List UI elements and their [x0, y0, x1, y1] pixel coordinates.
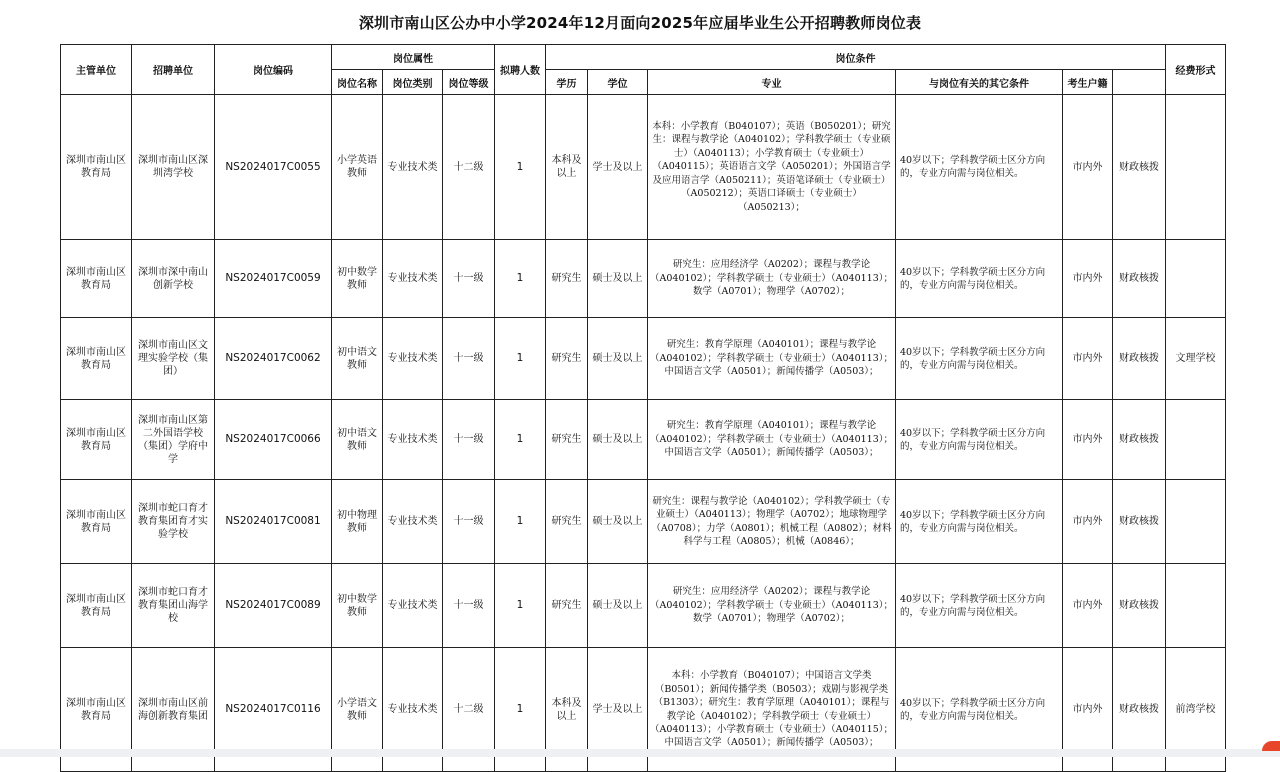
cell-major: 研究生：课程与教学论（A040102）；学科教学硕士（专业硕士）（A040113）；物理学（A0702）；地球物理学（A0708）；力学（A0801）；机械工程（A0802）；材料科学与工程（A0805）；机械（A0846）； [648, 480, 896, 564]
cell-remark [1166, 564, 1226, 648]
cell-code: NS2024017C0059 [215, 240, 332, 318]
cell-other: 40岁以下；学科教学硕士区分方向的，专业方向需与岗位相关。 [896, 648, 1063, 772]
header-major: 专业 [648, 70, 896, 95]
cell-code: NS2024017C0062 [215, 318, 332, 400]
cell-count: 1 [495, 240, 546, 318]
cell-grade: 十二级 [443, 648, 495, 772]
header-edu: 学历 [546, 70, 588, 95]
cell-grade: 十一级 [443, 318, 495, 400]
viewer-bottom-edge [0, 749, 1280, 757]
cell-remark: 前湾学校 [1166, 648, 1226, 772]
header-dept: 主管单位 [61, 45, 132, 95]
cell-dept: 深圳市南山区教育局 [61, 480, 132, 564]
cell-edu: 本科及以上 [546, 648, 588, 772]
cell-hukou: 市内外 [1063, 240, 1113, 318]
cell-edu: 本科及以上 [546, 95, 588, 240]
cell-remark [1166, 480, 1226, 564]
cell-unit: 深圳市蛇口育才教育集团山海学校 [132, 564, 215, 648]
cell-edu: 研究生 [546, 400, 588, 480]
cell-dept: 深圳市南山区教育局 [61, 648, 132, 772]
cell-funding: 财政核拨 [1113, 95, 1166, 240]
table-header [61, 45, 1226, 95]
cell-grade: 十一级 [443, 480, 495, 564]
cell-funding: 财政核拨 [1113, 480, 1166, 564]
cell-code: NS2024017C0116 [215, 648, 332, 772]
cell-degree: 学士及以上 [588, 95, 648, 240]
header-code: 岗位编码 [215, 45, 332, 95]
cell-degree: 硕士及以上 [588, 480, 648, 564]
cell-name: 初中数学教师 [332, 564, 383, 648]
cell-other: 40岁以下；学科教学硕士区分方向的，专业方向需与岗位相关。 [896, 400, 1063, 480]
table-body [61, 95, 1226, 772]
cell-degree: 硕士及以上 [588, 400, 648, 480]
cell-hukou: 市内外 [1063, 480, 1113, 564]
cell-other: 40岁以下；学科教学硕士区分方向的，专业方向需与岗位相关。 [896, 564, 1063, 648]
header-attr-name: 岗位名称 [332, 70, 383, 95]
cell-dept: 深圳市南山区教育局 [61, 564, 132, 648]
header-attr-grade: 岗位等级 [443, 70, 495, 95]
cell-degree: 硕士及以上 [588, 240, 648, 318]
cell-grade: 十二级 [443, 95, 495, 240]
cell-major: 研究生：教育学原理（A040101）；课程与教学论（A040102）；学科教学硕士（专业硕士）（A040113）；中国语言文学（A0501）；新闻传播学（A0503）； [648, 400, 896, 480]
cell-count: 1 [495, 318, 546, 400]
cell-grade: 十一级 [443, 400, 495, 480]
header-count: 拟聘人数 [495, 45, 546, 95]
cell-code: NS2024017C0089 [215, 564, 332, 648]
page-title: 深圳市南山区公办中小学2024年12月面向2025年应届毕业生公开招聘教师岗位表 [358, 14, 922, 32]
header-attr: 岗位属性 [332, 45, 495, 70]
cell-other: 40岁以下；学科教学硕士区分方向的，专业方向需与岗位相关。 [896, 95, 1063, 240]
header-other: 与岗位有关的其它条件 [896, 70, 1063, 95]
cell-other: 40岁以下；学科教学硕士区分方向的，专业方向需与岗位相关。 [896, 318, 1063, 400]
job-table [60, 44, 1226, 772]
cell-edu: 研究生 [546, 240, 588, 318]
cell-dept: 深圳市南山区教育局 [61, 95, 132, 240]
cell-hukou: 市内外 [1063, 648, 1113, 772]
cell-type: 专业技术类 [383, 240, 443, 318]
table-row [61, 480, 1226, 564]
cell-dept: 深圳市南山区教育局 [61, 400, 132, 480]
cell-unit: 深圳市南山区文理实验学校（集团） [132, 318, 215, 400]
cell-major: 本科：小学教育（B040107）；英语（B050201）；研究生：课程与教学论（A040102）；学科教学硕士（专业硕士）（A040113）；小学教育硕士（专业硕士）（A040115）；英语语言文学（A050201）；外国语言学及应用语言学（A050211）；英语笔译硕士（专业硕士）（A050212）；英语口译硕士（专业硕士）（A050213）； [648, 95, 896, 240]
cell-name: 小学英语教师 [332, 95, 383, 240]
cell-major: 研究生：教育学原理（A040101）；课程与教学论（A040102）；学科教学硕士（专业硕士）（A040113）；中国语言文学（A0501）；新闻传播学（A0503）； [648, 318, 896, 400]
table-row [61, 95, 1226, 240]
cell-grade: 十一级 [443, 564, 495, 648]
cell-dept: 深圳市南山区教育局 [61, 318, 132, 400]
cell-edu: 研究生 [546, 564, 588, 648]
cell-degree: 学士及以上 [588, 648, 648, 772]
cell-unit: 深圳市蛇口育才教育集团育才实验学校 [132, 480, 215, 564]
cell-hukou: 市内外 [1063, 95, 1113, 240]
cell-other: 40岁以下；学科教学硕士区分方向的，专业方向需与岗位相关。 [896, 480, 1063, 564]
cell-major: 研究生：应用经济学（A0202）；课程与教学论（A040102）；学科教学硕士（专业硕士）（A040113）；数学（A0701）；物理学（A0702）； [648, 564, 896, 648]
header-hukou: 考生户籍 [1063, 70, 1113, 95]
header-funding: 经费形式 [1166, 45, 1226, 95]
cell-remark [1166, 240, 1226, 318]
cell-count: 1 [495, 648, 546, 772]
header-unit: 招聘单位 [132, 45, 215, 95]
cell-edu: 研究生 [546, 480, 588, 564]
cell-major: 研究生：应用经济学（A0202）；课程与教学论（A040102）；学科教学硕士（专业硕士）（A040113）；数学（A0701）；物理学（A0702）； [648, 240, 896, 318]
cell-hukou: 市内外 [1063, 564, 1113, 648]
cell-type: 专业技术类 [383, 648, 443, 772]
cell-name: 初中物理教师 [332, 480, 383, 564]
cell-other: 40岁以下；学科教学硕士区分方向的，专业方向需与岗位相关。 [896, 240, 1063, 318]
cell-count: 1 [495, 564, 546, 648]
cell-type: 专业技术类 [383, 480, 443, 564]
cell-remark [1166, 95, 1226, 240]
cell-type: 专业技术类 [383, 318, 443, 400]
table-row [61, 564, 1226, 648]
cell-degree: 硕士及以上 [588, 318, 648, 400]
cell-dept: 深圳市南山区教育局 [61, 240, 132, 318]
cell-count: 1 [495, 480, 546, 564]
header-degree: 学位 [588, 70, 648, 95]
table-row [61, 400, 1226, 480]
cell-unit: 深圳市南山区前海创新教育集团 [132, 648, 215, 772]
cell-name: 初中数学教师 [332, 240, 383, 318]
cell-remark [1166, 400, 1226, 480]
cell-name: 小学语文教师 [332, 648, 383, 772]
header-cond: 岗位条件 [546, 45, 1166, 70]
cell-funding: 财政核拨 [1113, 400, 1166, 480]
header-attr-type: 岗位类别 [383, 70, 443, 95]
cell-unit: 深圳市南山区深圳湾学校 [132, 95, 215, 240]
cell-funding: 财政核拨 [1113, 564, 1166, 648]
cell-unit: 深圳市南山区第二外国语学校（集团）学府中学 [132, 400, 215, 480]
viewer-corner-badge [1262, 741, 1280, 751]
cell-hukou: 市内外 [1063, 400, 1113, 480]
cell-code: NS2024017C0081 [215, 480, 332, 564]
cell-hukou: 市内外 [1063, 318, 1113, 400]
table-row [61, 318, 1226, 400]
cell-name: 初中语文教师 [332, 318, 383, 400]
table-row [61, 240, 1226, 318]
cell-grade: 十一级 [443, 240, 495, 318]
cell-edu: 研究生 [546, 318, 588, 400]
cell-type: 专业技术类 [383, 564, 443, 648]
cell-type: 专业技术类 [383, 95, 443, 240]
cell-count: 1 [495, 400, 546, 480]
cell-count: 1 [495, 95, 546, 240]
cell-funding: 财政核拨 [1113, 648, 1166, 772]
cell-code: NS2024017C0055 [215, 95, 332, 240]
cell-code: NS2024017C0066 [215, 400, 332, 480]
cell-unit: 深圳市深中南山创新学校 [132, 240, 215, 318]
cell-remark: 文理学校 [1166, 318, 1226, 400]
cell-major: 本科：小学教育（B040107）；中国语言文学类（B0501）；新闻传播学类（B0503）；戏剧与影视学类（B1303）；研究生：教育学原理（A040101）；课程与教学论（A040102）；学科教学硕士（专业硕士）（A040113）；小学教育硕士（专业硕士）（A040115）；中国语言文学（A0501）；新闻传播学（A0503）； [648, 648, 896, 772]
cell-type: 专业技术类 [383, 400, 443, 480]
cell-degree: 硕士及以上 [588, 564, 648, 648]
cell-funding: 财政核拨 [1113, 318, 1166, 400]
cell-funding: 财政核拨 [1113, 240, 1166, 318]
cell-name: 初中语文教师 [332, 400, 383, 480]
